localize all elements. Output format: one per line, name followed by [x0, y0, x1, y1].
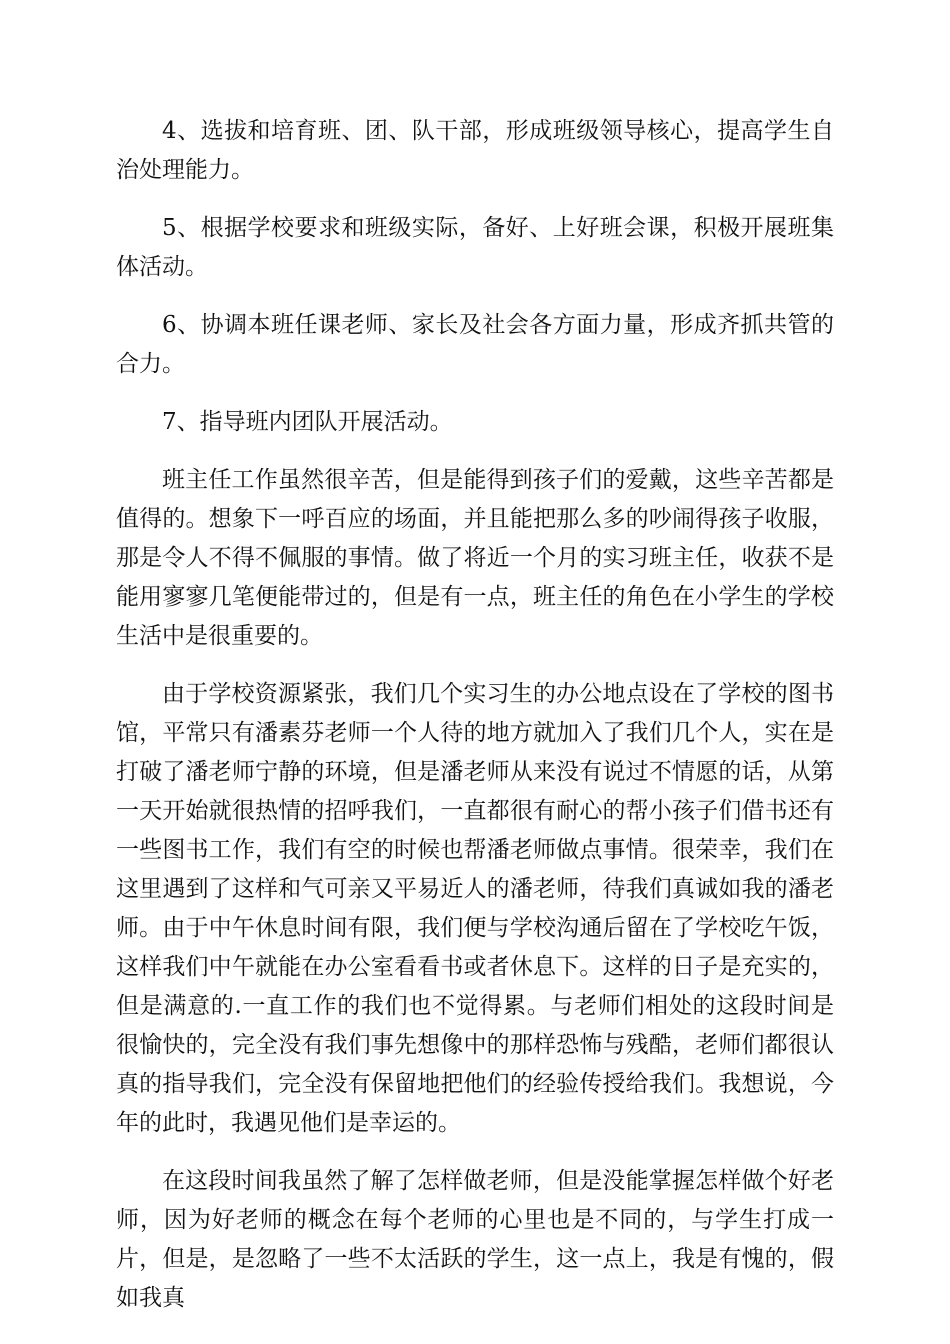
paragraph-item-7: 7、指导班内团队开展活动。	[162, 409, 453, 435]
paragraph-item-6: 6、协调本班任课老师、家长及社会各方面力量，形成齐抓共管的合力。	[116, 312, 834, 377]
paragraph-item-5: 5、根据学校要求和班级实际，备好、上好班会课，积极开展班集体活动。	[116, 215, 834, 280]
paragraph-library-office: 由于学校资源紧张，我们几个实习生的办公地点设在了学校的图书馆，平常只有潘素芬老师一个人待的地方就加入了我们几个人，实在是打破了潘老师宁静的环境，但是潘老师从来没有说过不情愿的话，从第一天开始就很热情的招呼我们，一直都很有耐心的帮小孩子们借书还有一些图书工作，我们有空的时候也帮潘老师做点事情。很荣幸，我们在这里遇到了这样和气可亲又平易近人的潘老师，待我们真诚如我的潘老师。由于中午休息时间有限，我们便与学校沟通后留在了学校吃午饭，这样我们中午就能在办公室看看书或者休息下。这样的日子是充实的，但是满意的.一直工作的我们也不觉得累。与老师们相处的这段时间是很愉快的，完全没有我们事先想像中的那样恐怖与残酷，老师们都很认真的指导我们，完全没有保留地把他们的经验传授给我们。我想说，今年的此时，我遇见他们是幸运的。	[116, 681, 834, 1136]
paragraph-good-teacher: 在这段时间我虽然了解了怎样做老师，但是没能掌握怎样做个好老师，因为好老师的概念在每个老师的心里也是不同的，与学生打成一片，但是，是忽略了一些不太活跃的学生，这一点上，我是有愧的，假如我真	[116, 1168, 834, 1311]
paragraph-head-teacher-reflection: 班主任工作虽然很辛苦，但是能得到孩子们的爱戴，这些辛苦都是值得的。想象下一呼百应的场面，并且能把那么多的吵闹得孩子收服，那是令人不得不佩服的事情。做了将近一个月的实习班主任，收获不是能用寥寥几笔便能带过的，但是有一点，班主任的角色在小学生的学校生活中是很重要的。	[116, 467, 834, 649]
document-body	[116, 112, 834, 1337]
paragraph-item-4: 4、选拔和培育班、团、队干部，形成班级领导核心，提高学生自治处理能力。	[116, 118, 834, 183]
